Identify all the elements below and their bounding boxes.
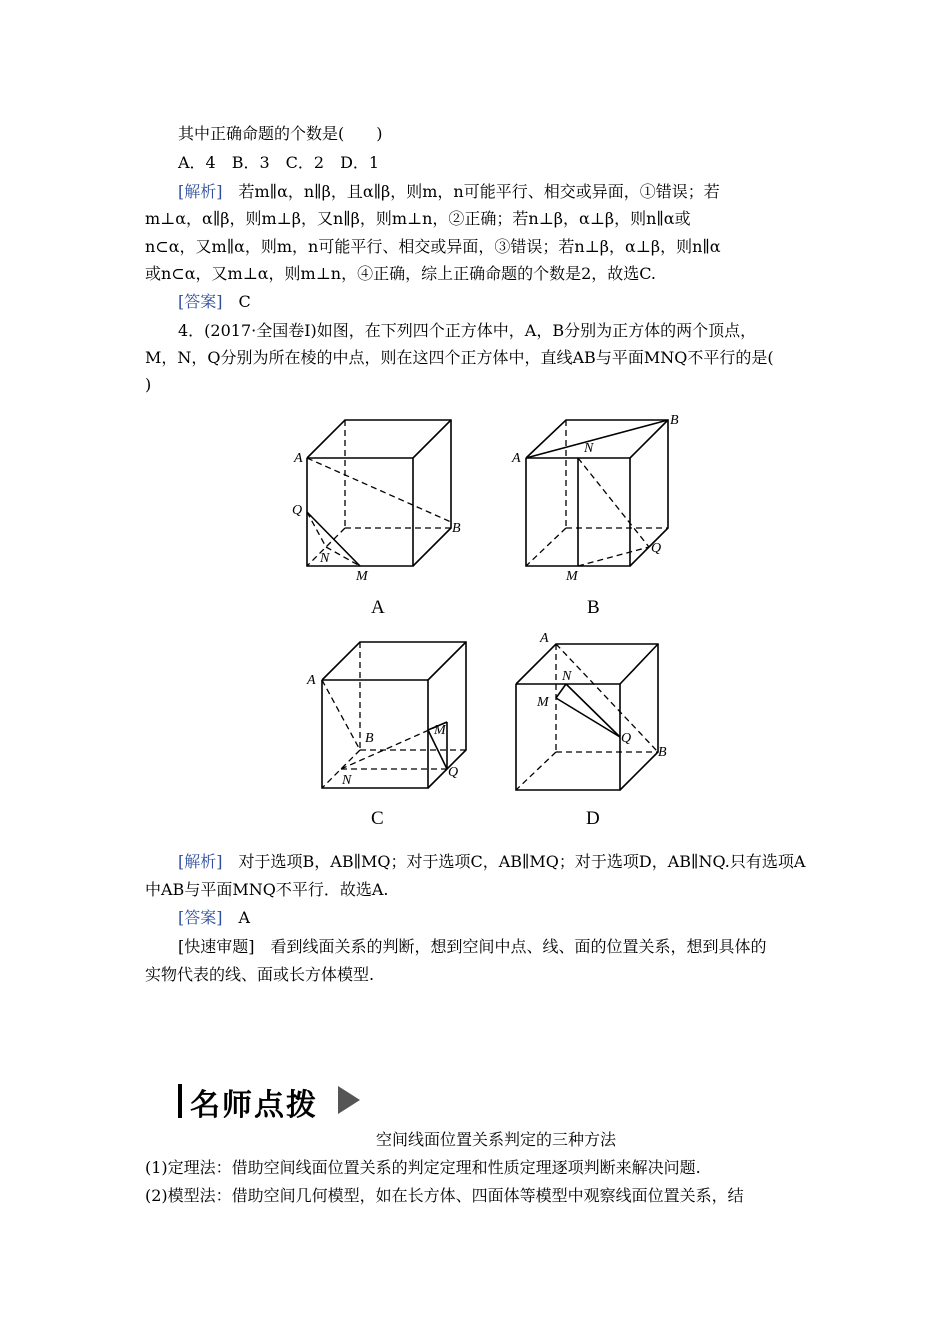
label-q: Q: [292, 503, 303, 518]
cube-figure-d: [516, 631, 667, 790]
q4-analysis-l2: 中AB与平面MNQ不平行．故选A.: [145, 880, 389, 899]
label-q: Q: [448, 765, 459, 780]
tips-header-title: 名师点拨: [190, 1088, 318, 1123]
q3-answer-value: C: [222, 292, 251, 311]
q4-stem-l3: ): [145, 375, 152, 394]
label-m: M: [537, 695, 549, 710]
label-n: N: [584, 441, 594, 456]
label-b: B: [670, 413, 679, 428]
label-q: Q: [651, 541, 662, 556]
label-n: N: [320, 551, 330, 566]
figure-caption-c: C: [371, 808, 384, 829]
q4-quick-review-l1: [快速审题] 看到线面关系的判断，想到空间中点、线、面的位置关系，想到具体的: [178, 937, 767, 956]
answer-tag: [答案]: [178, 908, 223, 927]
q4-answer-value: A: [222, 908, 251, 927]
cube-figure-a: [292, 420, 461, 584]
label-m: M: [434, 723, 446, 738]
q3-options: A．4 B．3 C．2 D．1: [178, 153, 380, 172]
q3-stem: 其中正确命题的个数是( ): [178, 124, 383, 143]
analysis-tag: [解析]: [178, 852, 223, 871]
label-n: N: [342, 773, 352, 788]
q3-analysis-text: 若m∥α，n∥β，且α∥β，则m，n可能平行、相交或异面，①错误；若: [222, 182, 720, 201]
label-m: M: [356, 569, 368, 584]
q4-quick-review-l2: 实物代表的线、面或长方体模型.: [145, 965, 375, 984]
label-b: B: [365, 731, 374, 746]
q4-answer: [178, 908, 250, 928]
q4-analysis-text: 对于选项B，AB∥MQ；对于选项C，AB∥MQ；对于选项D，AB∥NQ.只有选项A: [222, 852, 806, 871]
q4-stem-l2: M，N，Q分别为所在棱的中点，则在这四个正方体中，直线AB与平面MNQ不平行的是(: [145, 348, 774, 367]
label-b: B: [452, 521, 461, 536]
label-m: M: [566, 569, 578, 584]
tips-title: 空间线面位置关系判定的三种方法: [376, 1130, 617, 1149]
tips-item-1: (1)定理法：借助空间线面位置关系的判定定理和性质定理逐项判断来解决问题.: [145, 1158, 701, 1177]
triangle-arrow-icon: [338, 1086, 360, 1114]
tips-item-2: (2)模型法：借助空间几何模型，如在长方体、四面体等模型中观察线面位置关系，结: [145, 1186, 744, 1205]
cube-figure-c: [306, 642, 466, 788]
analysis-tag: [解析]: [178, 182, 223, 201]
q4-analysis-line: [178, 852, 805, 872]
answer-tag: [答案]: [178, 292, 223, 311]
label-a: A: [294, 451, 303, 466]
label-a: A: [512, 451, 521, 466]
q3-analysis-l3: n⊂α，又m∥α，则m，n可能平行、相交或异面，③错误；若n⊥β，α⊥β，则n∥α: [145, 237, 721, 256]
q4-stem-l1: 4．(2017·全国卷Ⅰ)如图，在下列四个正方体中，A，B分别为正方体的两个顶点，: [178, 321, 757, 340]
header-bar: [178, 1084, 182, 1118]
q3-analysis-l2: m⊥α，α∥β，则m⊥β，又n∥β，则m⊥n，②正确；若n⊥β，α⊥β，则n∥α或: [145, 209, 691, 228]
cube-figure-b: [511, 413, 679, 584]
label-q: Q: [621, 731, 632, 746]
label-a: A: [540, 631, 549, 646]
figure-caption-a: A: [371, 597, 385, 618]
figure-caption-d: D: [586, 808, 600, 829]
label-b: B: [658, 745, 667, 760]
figure-caption-b: B: [587, 597, 600, 618]
q3-analysis-l4: 或n⊂α，又m⊥α，则m⊥n，④正确，综上正确命题的个数是2，故选C.: [145, 264, 657, 283]
label-n: N: [562, 669, 572, 684]
label-a: A: [307, 673, 316, 688]
